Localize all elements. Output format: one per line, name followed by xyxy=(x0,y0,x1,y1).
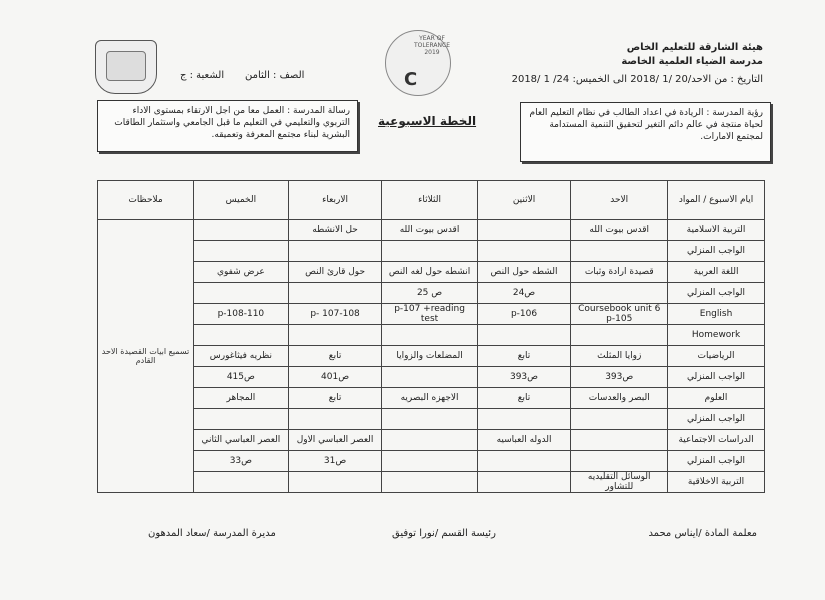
plan-cell: عرض شفوي xyxy=(194,262,289,283)
plan-cell: تابع xyxy=(288,388,382,409)
plan-cell xyxy=(194,283,289,304)
plan-date: التاريخ : من الاحد/20 /1 /2018 الى الخميس: 24/ 1 /2018 xyxy=(511,74,763,85)
table-header-row xyxy=(98,181,765,220)
table-row xyxy=(98,451,765,472)
tolerance-year-logo: YEAR OF TOLERANCE 2019 C xyxy=(385,30,451,96)
plan-cell xyxy=(382,430,477,451)
subject-cell: English xyxy=(668,304,765,325)
plan-cell xyxy=(288,241,382,262)
col-days-subjects: ايام الاسبوع / المواد xyxy=(668,181,765,220)
plan-cell: اقدس بيوت الله xyxy=(571,220,668,241)
subject-cell: التربية الاسلامية xyxy=(668,220,765,241)
subject-cell: الواجب المنزلي xyxy=(668,241,765,262)
table-row xyxy=(98,388,765,409)
school-logo xyxy=(95,40,157,94)
principal-signature: مديرة المدرسة /سعاد المدهون xyxy=(148,528,276,539)
plan-cell: البصر والعدسات xyxy=(571,388,668,409)
plan-cell: حول قارئ النص xyxy=(288,262,382,283)
plan-cell: p-106 xyxy=(477,304,571,325)
plan-cell xyxy=(288,283,382,304)
plan-cell xyxy=(571,241,668,262)
col-thursday: الخميس xyxy=(194,181,289,220)
table-row xyxy=(98,409,765,430)
plan-cell: العصر العباسي الاول xyxy=(288,430,382,451)
plan-cell: Coursebook unit 6 p-105 xyxy=(571,304,668,325)
plan-cell xyxy=(571,451,668,472)
plan-cell xyxy=(382,409,477,430)
subject-cell: الواجب المنزلي xyxy=(668,409,765,430)
plan-cell: الاجهزه البصريه xyxy=(382,388,477,409)
plan-cell xyxy=(382,367,477,388)
plan-cell: الوسائل التقليديه للتشاور xyxy=(571,472,668,493)
plan-cell xyxy=(382,241,477,262)
subject-cell: Homework xyxy=(668,325,765,346)
mission-box xyxy=(97,100,358,152)
plan-cell: تابع xyxy=(477,388,571,409)
col-wednesday: الاربعاء xyxy=(288,181,382,220)
col-notes: ملاحظات xyxy=(98,181,194,220)
subject-cell: الواجب المنزلي xyxy=(668,283,765,304)
plan-cell: p-107 +reading test xyxy=(382,304,477,325)
plan-cell: حل الانشطه xyxy=(288,220,382,241)
table-row xyxy=(98,304,765,325)
plan-cell: قصيدة ارادة وثبات xyxy=(571,262,668,283)
subject-cell: اللغة العربية xyxy=(668,262,765,283)
plan-cell xyxy=(477,220,571,241)
table-row xyxy=(98,262,765,283)
plan-cell: انشطه حول لغه النص xyxy=(382,262,477,283)
plan-cell: ص401 xyxy=(288,367,382,388)
subject-cell: الواجب المنزلي xyxy=(668,367,765,388)
plan-cell: ص33 xyxy=(194,451,289,472)
plan-cell: الدوله العباسيه xyxy=(477,430,571,451)
plan-cell: زوايا المثلث xyxy=(571,346,668,367)
plan-cell: العصر العباسي الثاني xyxy=(194,430,289,451)
plan-cell: ص415 xyxy=(194,367,289,388)
vision-text: رؤية المدرسة : الريادة في اعداد الطالب في نظام التعليم العام لحياة منتجة في عالم دائم التغير لتحقيق التنمية المستدامة لمجتمع الامارات. xyxy=(529,108,763,142)
plan-cell xyxy=(477,409,571,430)
table-row xyxy=(98,220,765,241)
head-signature: رئيسة القسم /نورا توفيق xyxy=(392,528,496,539)
subject-cell: الدراسات الاجتماعية xyxy=(668,430,765,451)
plan-cell: المضلعات والزوايا xyxy=(382,346,477,367)
plan-cell: ص393 xyxy=(477,367,571,388)
plan-cell xyxy=(194,472,289,493)
table-row xyxy=(98,241,765,262)
subject-cell: التربية الاخلاقية xyxy=(668,472,765,493)
subject-cell: الرياضيات xyxy=(668,346,765,367)
plan-cell xyxy=(571,325,668,346)
plan-cell: p- 107-108 xyxy=(288,304,382,325)
plan-cell: اقدس بيوت الله xyxy=(382,220,477,241)
mission-text: رسالة المدرسة : العمل معا من اجل الارتقاء بمستوى الاداء التربوي والتعليمي في التعليم ما قبل الجامعي واستثمار الطاقات البشرية لبناء مجتمع المعرفة وتعميقه. xyxy=(114,106,350,140)
table-row xyxy=(98,283,765,304)
plan-cell: نظريه فيثاغورس xyxy=(194,346,289,367)
plan-cell xyxy=(194,409,289,430)
subject-cell: العلوم xyxy=(668,388,765,409)
plan-cell: تابع xyxy=(477,346,571,367)
plan-cell: p-108-110 xyxy=(194,304,289,325)
logo-text: YEAR OF TOLERANCE 2019 xyxy=(413,35,451,56)
table-row xyxy=(98,472,765,493)
col-monday: الاثنين xyxy=(477,181,571,220)
plan-cell xyxy=(382,451,477,472)
plan-cell xyxy=(477,472,571,493)
school-name: مدرسة الضياء العلمية الخاصة xyxy=(621,56,763,67)
plan-cell xyxy=(382,325,477,346)
plan-cell xyxy=(194,241,289,262)
weekly-plan-table xyxy=(97,180,765,493)
plan-cell xyxy=(194,325,289,346)
plan-cell: المجاهر xyxy=(194,388,289,409)
plan-cell xyxy=(288,409,382,430)
table-row xyxy=(98,346,765,367)
plan-cell: ص393 xyxy=(571,367,668,388)
plan-cell: تابع xyxy=(288,346,382,367)
plan-cell xyxy=(288,325,382,346)
table-row xyxy=(98,430,765,451)
notes-cell: تسميع ابيات القصيدة الاحد القادم xyxy=(98,220,194,493)
plan-cell xyxy=(571,409,668,430)
plan-cell xyxy=(477,451,571,472)
table-row xyxy=(98,325,765,346)
plan-cell xyxy=(571,283,668,304)
plan-cell: ص 25 xyxy=(382,283,477,304)
plan-cell xyxy=(288,472,382,493)
vision-box xyxy=(520,102,771,162)
plan-cell xyxy=(382,472,477,493)
teacher-signature: معلمة المادة /ايناس محمد xyxy=(648,528,757,539)
plan-cell: ص24 xyxy=(477,283,571,304)
plan-cell xyxy=(477,325,571,346)
plan-title: الخطة الاسبوعية xyxy=(378,114,477,128)
section-label: الشعبة : ج xyxy=(180,70,225,81)
subject-cell: الواجب المنزلي xyxy=(668,451,765,472)
plan-cell xyxy=(571,430,668,451)
authority-name: هيئة الشارقة للتعليم الخاص xyxy=(626,42,763,53)
plan-cell: ص31 xyxy=(288,451,382,472)
col-sunday: الاحد xyxy=(571,181,668,220)
plan-cell xyxy=(477,241,571,262)
grade-label: الصف : الثامن xyxy=(245,70,305,81)
plan-cell: الشطه حول النص xyxy=(477,262,571,283)
table-row xyxy=(98,367,765,388)
col-tuesday: الثلاثاء xyxy=(382,181,477,220)
plan-cell xyxy=(194,220,289,241)
